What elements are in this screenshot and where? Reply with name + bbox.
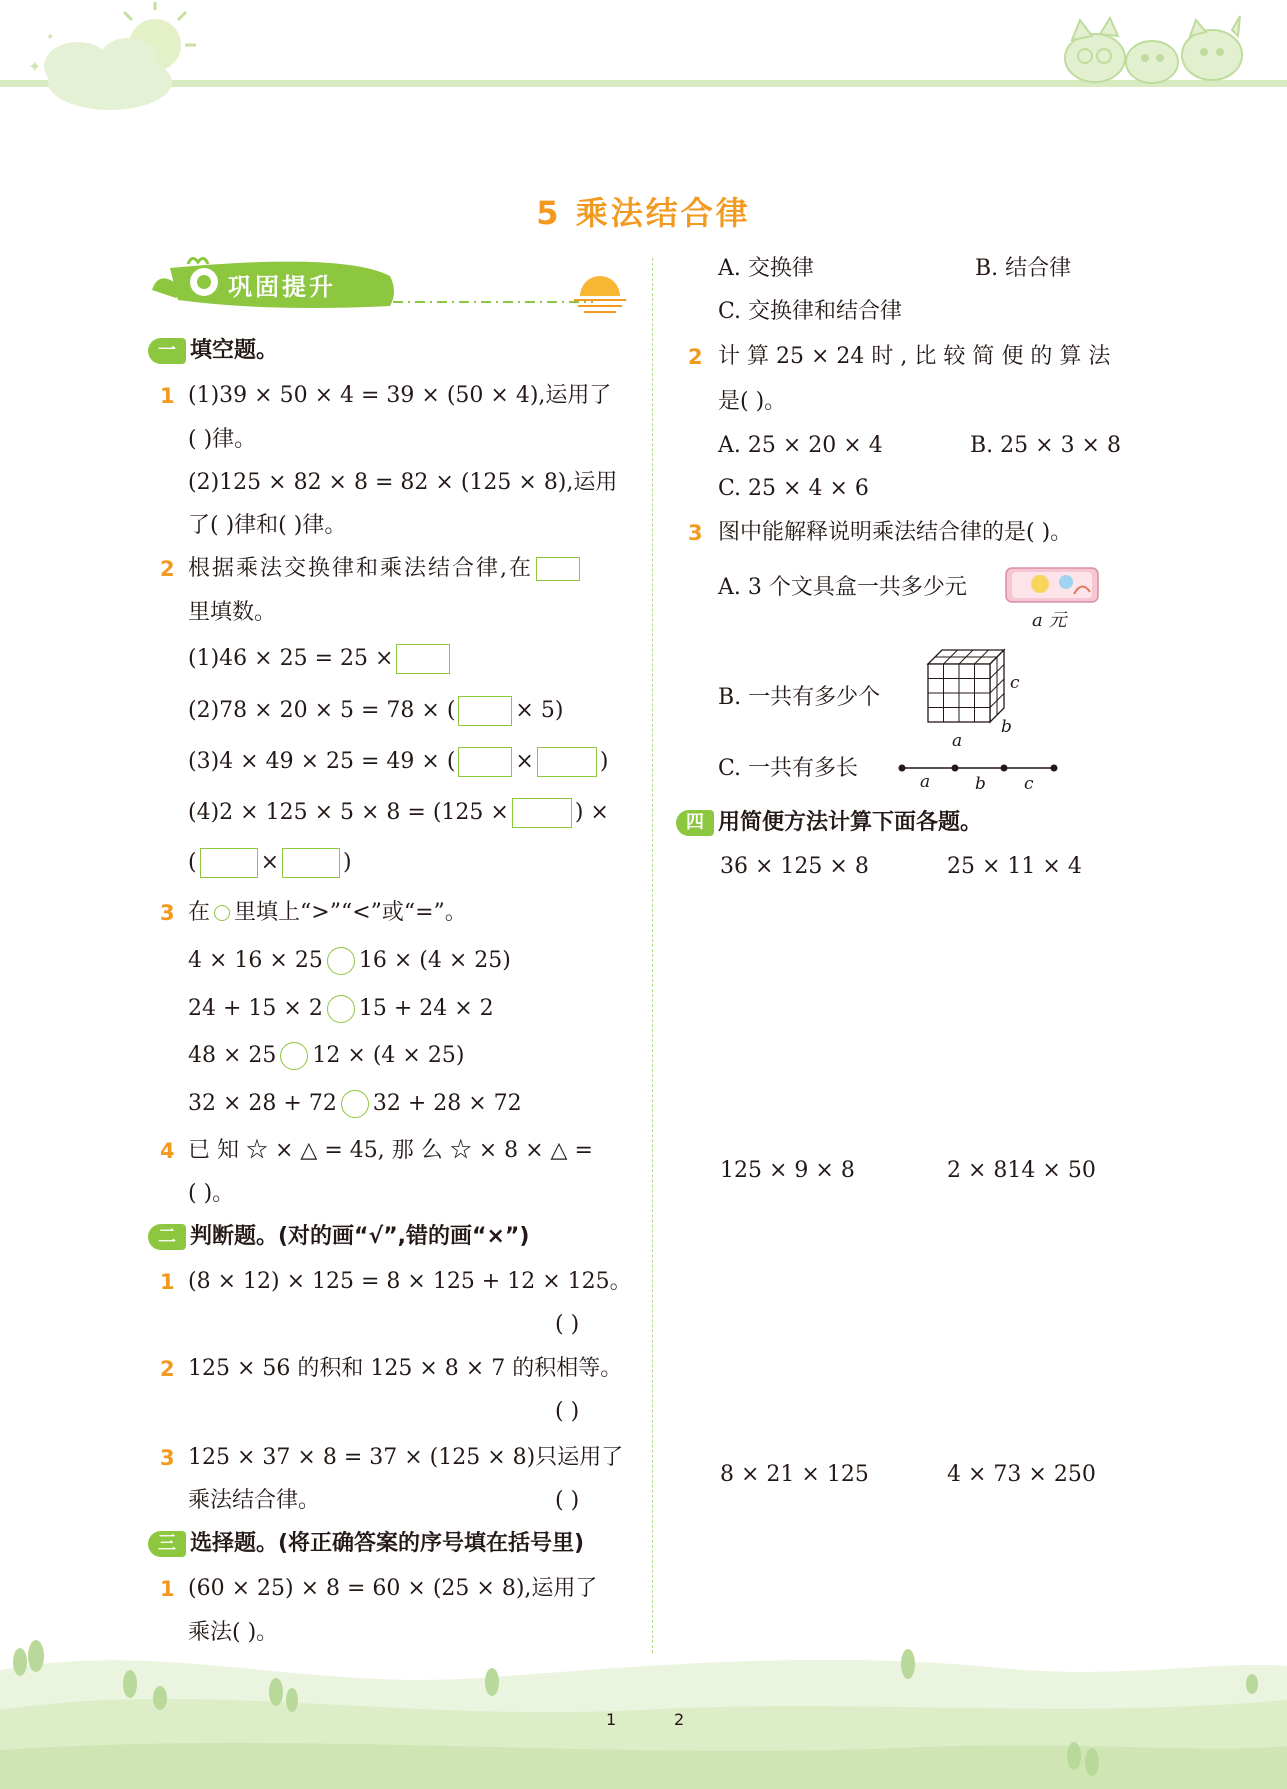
- circle-icon: [214, 905, 230, 921]
- compare-row: [188, 946, 511, 976]
- answer-circle[interactable]: [327, 947, 355, 975]
- seg-label-b: b: [975, 774, 986, 794]
- calc-expression: 25 × 11 × 4: [947, 854, 1082, 879]
- expr-right: 32 + 28 × 72: [372, 1091, 522, 1116]
- question-text: (8 × 12) × 125 = 8 × 125 + 12 × 125。: [188, 1269, 632, 1294]
- expr-left: 32 × 28 + 72: [188, 1091, 337, 1116]
- answer-paren[interactable]: ( ): [555, 1399, 580, 1424]
- option-a: A. 25 × 20 × 4: [718, 433, 883, 458]
- section-badge: 二: [148, 1224, 186, 1250]
- answer-paren[interactable]: ( ): [555, 1488, 580, 1513]
- section-banner: [148, 252, 630, 320]
- seg-label-a: a: [920, 772, 931, 792]
- calc-expression: 2 × 814 × 50: [947, 1158, 1096, 1183]
- dim-label-a: a: [952, 731, 963, 751]
- pencil-box-icon: [1004, 564, 1100, 608]
- question-text: [188, 696, 563, 726]
- question-number: 3: [160, 1446, 175, 1470]
- question-number: 1: [160, 384, 175, 408]
- question-text: 乘法( )。: [188, 1620, 279, 1645]
- question-text: 乘法结合律。: [188, 1488, 321, 1513]
- option-a: A. 3 个文具盒一共多少元: [718, 575, 967, 600]
- question-number: 3: [688, 521, 703, 545]
- answer-circle[interactable]: [280, 1042, 308, 1070]
- question-text: ( )。: [188, 1181, 235, 1206]
- answer-box[interactable]: [537, 747, 597, 777]
- answer-box[interactable]: [458, 696, 512, 726]
- question-text-part: ×: [260, 850, 280, 875]
- answer-box[interactable]: [512, 798, 572, 828]
- option-b: B. 结合律: [975, 256, 1072, 281]
- expr-right: 15 + 24 × 2: [358, 996, 494, 1021]
- section-badge: 四: [676, 810, 714, 836]
- option-c: C. 交换律和结合律: [718, 299, 903, 324]
- page-title: 5 乘法结合律: [536, 194, 751, 232]
- question-text-part: ): [599, 749, 609, 774]
- answer-box[interactable]: [200, 848, 258, 878]
- section-title: 填空题。: [190, 338, 279, 363]
- page-number-left: 1: [606, 1710, 617, 1729]
- compare-row: [188, 1089, 522, 1119]
- question-text: [188, 747, 608, 777]
- seg-label-c: c: [1024, 774, 1034, 794]
- compare-row: [188, 1041, 464, 1071]
- question-text: 图中能解释说明乘法结合律的是( )。: [718, 520, 1073, 545]
- dim-label-c: c: [1010, 673, 1020, 693]
- section-title: 选择题。(将正确答案的序号填在括号里): [190, 1531, 585, 1556]
- question-text-part: (: [188, 850, 197, 875]
- question-number: 2: [688, 345, 703, 369]
- price-label: a 元: [1032, 610, 1067, 631]
- question-text: [188, 644, 453, 674]
- question-number: 4: [160, 1139, 175, 1163]
- question-text-part: 里填上“>”“<”或“=”。: [234, 900, 467, 925]
- section-title: 用简便方法计算下面各题。: [718, 810, 983, 835]
- question-text: 是( )。: [718, 389, 787, 414]
- question-text: 里填数。: [188, 600, 277, 625]
- answer-paren[interactable]: ( ): [555, 1312, 580, 1337]
- expr-right: 16 × (4 × 25): [358, 948, 511, 973]
- question-text: ( )律。: [188, 427, 257, 452]
- question-text-part: ) ×: [574, 800, 609, 825]
- calc-expression: 4 × 73 × 250: [947, 1462, 1096, 1487]
- question-text-part: 根据乘法交换律和乘法结合律,在: [188, 556, 533, 581]
- banner-title: 巩固提升: [228, 273, 336, 301]
- expr-left: 24 + 15 × 2: [188, 996, 323, 1021]
- answer-box[interactable]: [396, 644, 450, 674]
- header-decoration: [0, 0, 1287, 110]
- calc-expression: 36 × 125 × 8: [720, 854, 869, 879]
- question-text: (60 × 25) × 8 = 60 × (25 × 8),运用了: [188, 1576, 598, 1601]
- question-number: 1: [160, 1577, 175, 1601]
- question-text: (1)39 × 50 × 4 = 39 × (50 × 4),运用了: [188, 383, 612, 408]
- question-text: 125 × 37 × 8 = 37 × (125 × 8)只运用了: [188, 1445, 624, 1470]
- question-text: 已 知 ☆ × △ = 45, 那 么 ☆ × 8 × △ =: [188, 1138, 593, 1163]
- question-text: (2)125 × 82 × 8 = 82 × (125 × 8),运用: [188, 470, 618, 495]
- dim-label-b: b: [1001, 717, 1012, 737]
- option-c: C. 25 × 4 × 6: [718, 476, 869, 501]
- question-number: 2: [160, 1357, 175, 1381]
- option-c: C. 一共有多长: [718, 756, 859, 781]
- question-text: 计 算 25 × 24 时 , 比 较 简 便 的 算 法: [718, 344, 1111, 369]
- section-badge: 三: [148, 1531, 186, 1557]
- expr-left: 4 × 16 × 25: [188, 948, 323, 973]
- answer-box[interactable]: [458, 747, 512, 777]
- question-text-part: × 5): [515, 698, 564, 723]
- question-number: 2: [160, 557, 175, 581]
- section-title: 判断题。(对的画“√”,错的画“×”): [190, 1224, 530, 1249]
- question-text-part: ): [343, 850, 352, 875]
- animal-faces-icon: [1065, 16, 1242, 83]
- question-text-part: (4)2 × 125 × 5 × 8 = (125 ×: [188, 800, 509, 825]
- option-b: B. 25 × 3 × 8: [970, 433, 1121, 458]
- option-b: B. 一共有多少个: [718, 685, 881, 710]
- question-text-part: 在: [188, 900, 211, 925]
- sunset-icon: [574, 276, 626, 312]
- compare-row: [188, 994, 494, 1024]
- calc-expression: 125 × 9 × 8: [720, 1158, 855, 1183]
- svg-text:✦: ✦: [46, 32, 55, 43]
- question-text: [188, 798, 609, 828]
- question-text: 了( )律和( )律。: [188, 513, 347, 538]
- question-text-part: (2)78 × 20 × 5 = 78 × (: [188, 698, 456, 723]
- question-text-part: (3)4 × 49 × 25 = 49 × (: [188, 749, 456, 774]
- question-number: 1: [160, 1270, 175, 1294]
- question-text: 125 × 56 的积和 125 × 8 × 7 的积相等。: [188, 1356, 623, 1381]
- option-a: A. 交换律: [718, 256, 814, 281]
- svg-text:✦: ✦: [28, 57, 42, 76]
- question-text-part: (1)46 × 25 = 25 ×: [188, 646, 394, 671]
- page-number-right: 2: [674, 1710, 685, 1729]
- question-number: 3: [160, 901, 175, 925]
- question-text: [188, 848, 352, 878]
- expr-right: 12 × (4 × 25): [312, 1043, 465, 1068]
- question-text: [188, 898, 467, 928]
- calc-expression: 8 × 21 × 125: [720, 1462, 869, 1487]
- question-text-part: ×: [515, 749, 534, 774]
- expr-left: 48 × 25: [188, 1043, 277, 1068]
- footer-landscape: [0, 1630, 1287, 1789]
- sun-cloud-icon: [28, 2, 196, 110]
- answer-box[interactable]: [536, 557, 580, 581]
- answer-circle[interactable]: [327, 995, 355, 1023]
- column-divider: [652, 258, 653, 1653]
- answer-box[interactable]: [282, 848, 340, 878]
- answer-circle[interactable]: [341, 1090, 369, 1118]
- section-badge: 一: [148, 338, 186, 364]
- question-text: [188, 554, 583, 584]
